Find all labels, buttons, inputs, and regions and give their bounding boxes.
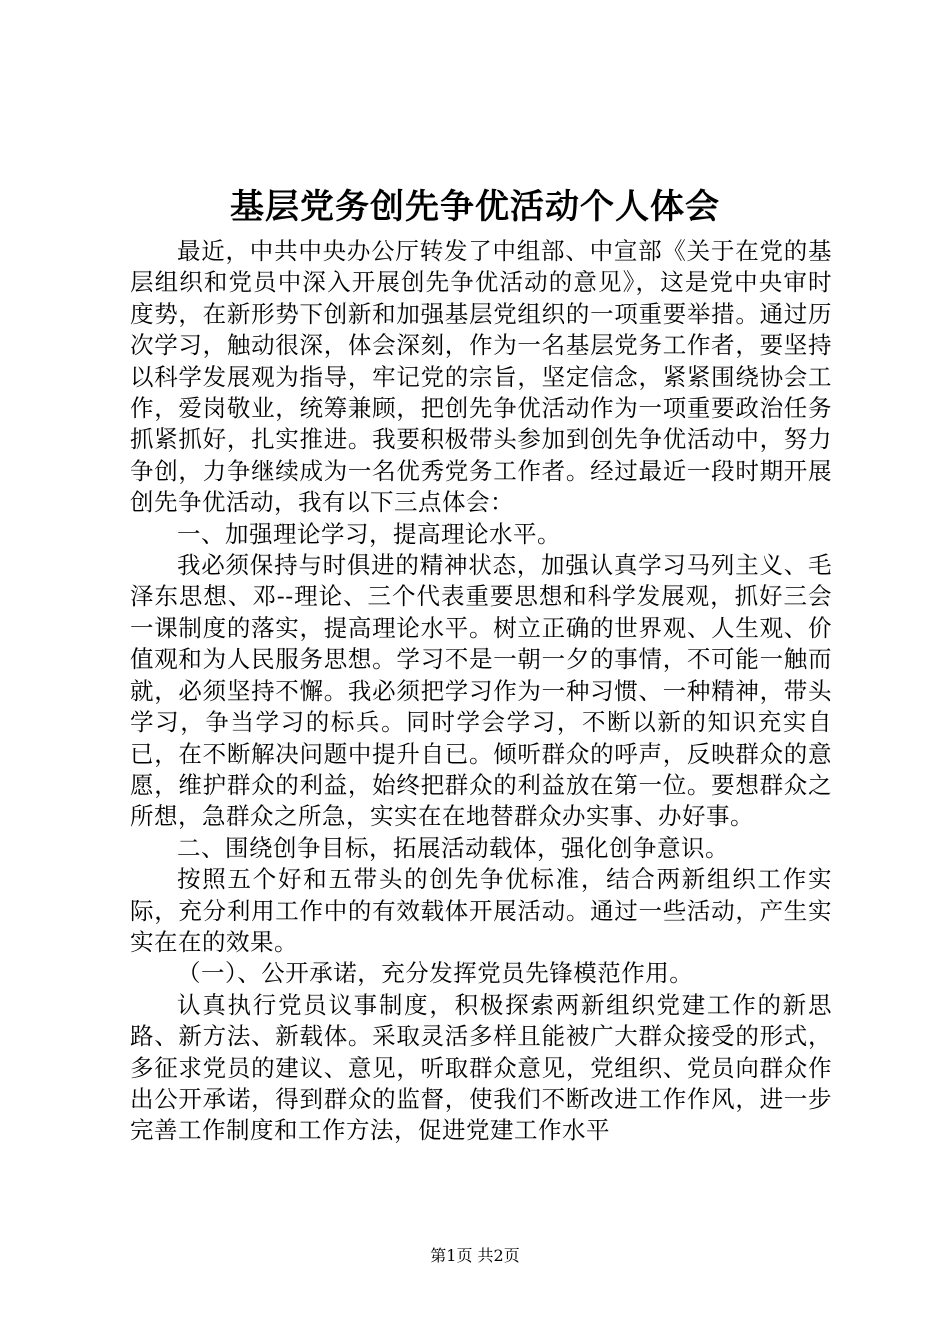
paragraph-section-2: 按照五个好和五带头的创先争优标准，结合两新组织工作实际，充分利用工作中的有效载体开展活动。通过一些活动，产生实实在在的效果。: [130, 865, 832, 956]
heading-subsection-1: （一）、公开承诺，充分发挥党员先锋模范作用。: [177, 959, 694, 988]
paragraph-section-1: 我必须保持与时俱进的精神状态，加强认真学习马列主义、毛泽东思想、邓--理论、三个代表重要思想和科学发展观，抓好三会一课制度的落实，提高理论水平。树立正确的世界观、人生观、价值观和为人民服务思想。学习不是一朝一夕的事情，不可能一触而就，必须坚持不懈。我必须把学习作为一种习惯、一种精神，带头学习，争当学习的标兵。同时学会学习，不断以新的知识充实自已，在不断解决问题中提升自已。倾听群众的呼声，反映群众的意愿，维护群众的利益，始终把群众的利益放在第一位。要想群众之所想，急群众之所急，实实在在地替群众办实事、办好事。: [130, 551, 832, 831]
document-title: 基层党务创先争优活动个人体会: [230, 187, 720, 227]
document-body: [130, 236, 832, 1147]
paragraph-subsection-1: 认真执行党员议事制度，积极探索两新组织党建工作的新思路、新方法、新载体。采取灵活多样且能被广大群众接受的形式，多征求党员的建议、意见，听取群众意见，党组织、党员向群众作出公开承诺，得到群众的监督，使我们不断改进工作作风，进一步完善工作制度和工作方法，促进党建工作水平: [130, 990, 832, 1145]
heading-section-2: 二、围绕创争目标，拓展活动载体，强化创争意识。: [177, 833, 729, 862]
page-number-footer: 第1页 共2页: [430, 1246, 520, 1265]
paragraph-intro: 最近，中共中央办公厅转发了中组部、中宣部《关于在党的基层组织和党员中深入开展创先争优活动的意见》，这是党中央审时度势，在新形势下创新和加强基层党组织的一项重要举措。通过历次学习，触动很深，体会深刻，作为一名基层党务工作者，要坚持以科学发展观为指导，牢记党的宗旨，坚定信念，紧紧围绕协会工作，爱岗敬业，统筹兼顾，把创先争优活动作为一项重要政治任务抓紧抓好，扎实推进。我要积极带头参加到创先争优活动中，努力争创，力争继续成为一名优秀党务工作者。经过最近一段时期开展创先争优活动，我有以下三点体会：: [130, 237, 832, 517]
heading-section-1: 一、加强理论学习，提高理论水平。: [177, 519, 561, 548]
